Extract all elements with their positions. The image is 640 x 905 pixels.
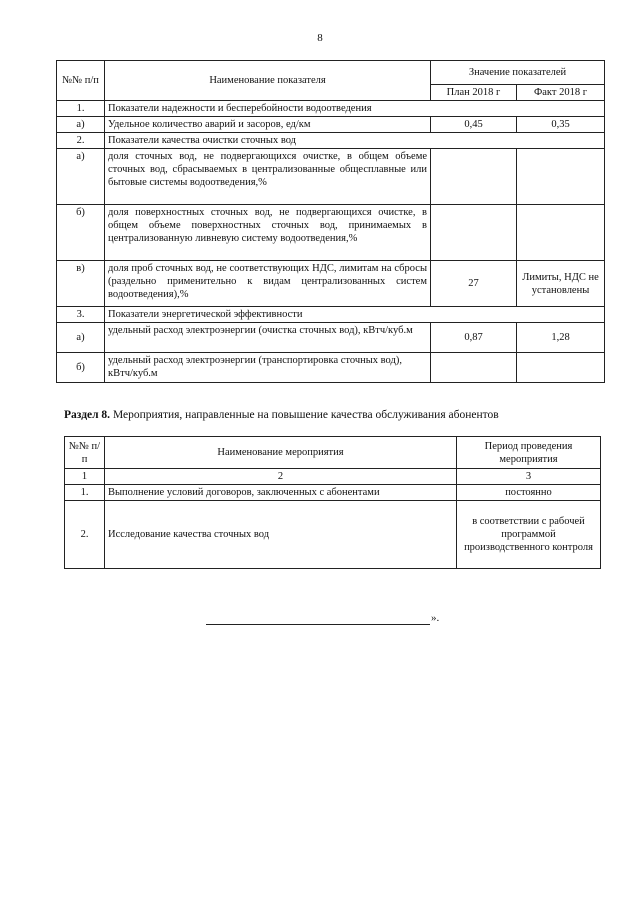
row-name: доля проб сточных вод, не соответствующих НДС, лимитам на сбросы (раздельно применительно к видам централизованных систем водоотведения),% [105, 261, 431, 307]
row-num: а) [57, 117, 105, 133]
row-name: Показатели надежности и бесперебойности водоотведения [105, 101, 605, 117]
row-name: Показатели качества очистки сточных вод [105, 133, 605, 149]
row-num: 1. [57, 101, 105, 117]
row-plan [431, 353, 517, 383]
table-row [57, 117, 605, 133]
row-num: 1. [65, 485, 105, 501]
row-fact: 1,28 [517, 323, 605, 353]
table-row [57, 261, 605, 307]
measures-table [64, 436, 601, 569]
table-row [65, 501, 601, 569]
row-fact: Лимиты, НДС не установлены [517, 261, 605, 307]
row-num: в) [57, 261, 105, 307]
row-name: доля поверхностных сточных вод, не подвергающихся очистке, в общем объеме поверхностных сточных вод, принимаемых в централизованную ливневую систему водоотведения,% [105, 205, 431, 261]
row-num: 2. [65, 501, 105, 569]
row-plan [431, 149, 517, 205]
row-num: а) [57, 323, 105, 353]
closing-quote: ». [431, 612, 440, 624]
section-title-text: Мероприятия, направленные на повышение качества обслуживания абонентов [112, 409, 499, 421]
index-cell: 3 [457, 469, 601, 485]
row-plan: 0,45 [431, 117, 517, 133]
table-row [65, 485, 601, 501]
table-row [57, 149, 605, 205]
indicators-table [56, 60, 605, 383]
index-cell: 1 [65, 469, 105, 485]
row-name: Удельное количество аварий и засоров, ед/км [105, 117, 431, 133]
row-period: в соответствии с рабочей программой производственного контроля [457, 501, 601, 569]
row-fact [517, 149, 605, 205]
row-name: удельный расход электроэнергии (транспортировка сточных вод), кВтч/куб.м [105, 353, 431, 383]
section-label: Раздел 8. [64, 409, 111, 421]
row-plan [431, 205, 517, 261]
row-name: Показатели энергетической эффективности [105, 307, 605, 323]
header-period: Период проведения мероприятия [457, 437, 601, 469]
row-plan: 0,87 [431, 323, 517, 353]
row-period: постоянно [457, 485, 601, 501]
row-num: б) [57, 353, 105, 383]
table-row [57, 101, 605, 117]
index-cell: 2 [105, 469, 457, 485]
table-row [57, 133, 605, 149]
signature-line [206, 624, 430, 625]
row-num: б) [57, 205, 105, 261]
row-num: 3. [57, 307, 105, 323]
section-heading [64, 409, 499, 421]
row-name: удельный расход электроэнергии (очистка сточных вод), кВтч/куб.м [105, 323, 431, 353]
header-values-group: Значение показателей [431, 61, 605, 85]
row-name: Выполнение условий договоров, заключенных с абонентами [105, 485, 457, 501]
row-num: а) [57, 149, 105, 205]
row-plan: 27 [431, 261, 517, 307]
header-name: Наименование показателя [105, 61, 431, 101]
table-row [57, 323, 605, 353]
row-fact [517, 205, 605, 261]
header-plan: План 2018 г [431, 85, 517, 101]
table-row [57, 205, 605, 261]
row-name: доля сточных вод, не подвергающихся очистке, в общем объеме сточных вод, сбрасываемых в централизованные общесплавные или бытовые системы водоотведения,% [105, 149, 431, 205]
row-name: Исследование качества сточных вод [105, 501, 457, 569]
header-num: №№ п/п [65, 437, 105, 469]
header-fact: Факт 2018 г [517, 85, 605, 101]
row-fact: 0,35 [517, 117, 605, 133]
table-row [57, 353, 605, 383]
header-name: Наименование мероприятия [105, 437, 457, 469]
header-num: №№ п/п [57, 61, 105, 101]
row-fact [517, 353, 605, 383]
page-number: 8 [317, 32, 323, 44]
row-num: 2. [57, 133, 105, 149]
table-row [57, 307, 605, 323]
